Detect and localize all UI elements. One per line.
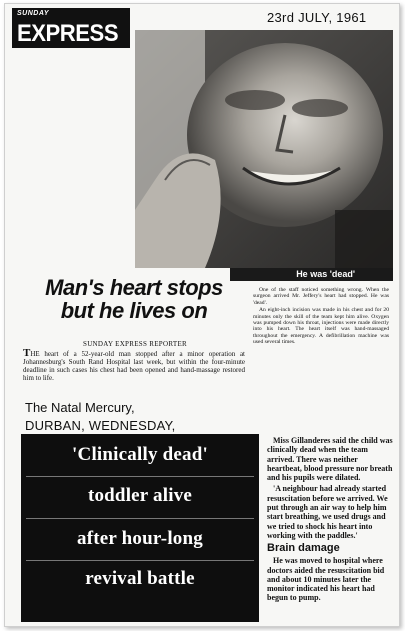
side-column — [253, 287, 389, 347]
headline-block — [21, 434, 259, 622]
divider — [26, 560, 254, 561]
block-line-4: revival battle — [85, 568, 195, 589]
issue-date: 23rd JULY, 1961 — [267, 10, 367, 25]
headline-line-2: but he lives on — [60, 298, 208, 323]
masthead-small-text: SUNDAY — [17, 10, 50, 17]
body-paragraph-2: 'A neighbour had already started resuscitation before we arrived. We put through an air way to help him start breathing, we used drugs and we tried to shock his heart into working with the paddles.' — [267, 484, 388, 540]
article-body-column — [267, 436, 393, 605]
photo-caption-bar — [230, 268, 393, 281]
drop-cap: T — [23, 347, 31, 359]
sunday-express-masthead — [12, 8, 130, 48]
byline: SUNDAY EXPRESS REPORTER — [83, 340, 187, 348]
masthead-title: EXPRESS — [17, 20, 119, 47]
divider — [26, 476, 254, 477]
block-line-3: after hour-long — [77, 528, 203, 549]
side-paragraph-2: An eight-inch incision was made in his chest and for 20 minutes only the skill of the team kept him alive. Oxygen was pumped down his throat, injections were made directly into his heart. The heart itself was hand-massaged throughout the emergency. A defibrillation machine was used several times. — [253, 307, 389, 346]
dateline: DURBAN, WEDNESDAY, — [25, 418, 176, 433]
subheading: Brain damage — [267, 542, 340, 555]
body-paragraph-1: Miss Gillanderes said the child was clinically dead when the team arrived. There was neither heartbeat, blood pressure nor breath and his pupils were dilated. — [267, 436, 393, 483]
article-headline — [25, 276, 243, 322]
source-name: The Natal Mercury, — [25, 400, 135, 415]
block-line-1: 'Clinically dead' — [72, 444, 208, 465]
side-paragraph-1: One of the staff noticed something wrong. When the surgeon arrived Mr. Jeffery's heart had stopped. He was 'dead'. — [253, 287, 389, 306]
headline-line-1: Man's heart stops — [45, 275, 223, 300]
photo-caption: He was 'dead' — [296, 269, 355, 279]
body-paragraph-3: He was moved to hospital where doctors aided the resuscitation bid and about 10 minutes later the monitor indicated his heart had begun to pump. — [267, 556, 385, 603]
divider — [26, 518, 254, 519]
block-line-2: toddler alive — [87, 485, 193, 506]
patient-photo — [135, 30, 393, 268]
lede-text: HE heart of a 52-year-old man stopped after a minor operation at Johannesburg's South Rand Hospital last week, but within the four-minute deadline in such cases his chest had been opened and hand-massage restored him to life. — [23, 350, 245, 382]
newspaper-clippings-page — [4, 3, 400, 627]
article-lede — [23, 349, 245, 382]
